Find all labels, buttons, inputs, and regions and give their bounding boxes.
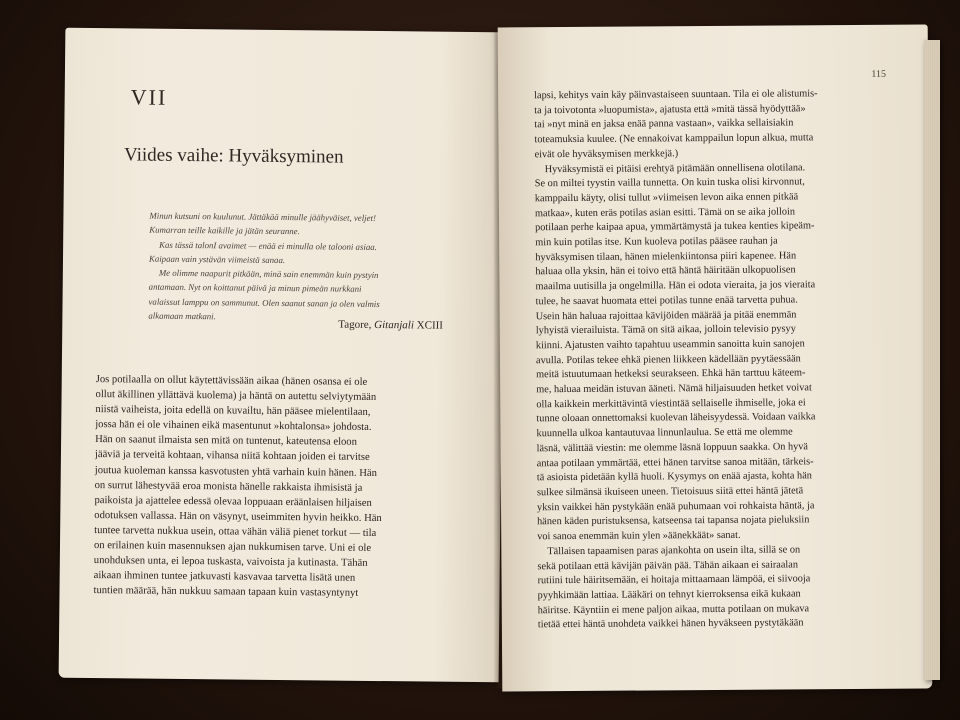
text-line: Tällaisen tapaamisen paras ajankohta on usein ilta, sillä se on xyxy=(547,544,801,557)
text-line: Jos potilaalla on ollut käytettävissään aikaa (hänen osansa ei ole xyxy=(95,374,368,388)
right-page xyxy=(498,25,933,692)
text-line: tulee, he saavat huomata ettei potilas tunne enää tarvetta puhua. xyxy=(535,294,798,308)
attribution-number: XCIII xyxy=(416,319,444,332)
text-line: lyhyistä vierailuista. Tämä on sitä aikaa, jolloin televisio pysyy xyxy=(535,323,796,337)
text-line: tuntee tarvetta nukkua usein, ottaa vähän väliä pienet torkut — tila xyxy=(94,524,377,539)
text-line: matkaa», kuten eräs potilas asian esitti. Tämä on se aika jolloin xyxy=(534,206,796,219)
epigraph-attribution xyxy=(338,319,443,332)
chapter-title: Viides vaihe: Hyväksyminen xyxy=(123,144,344,168)
text-line: aikaan ihminen tuntee jatkuvasti kasvavaa tarvetta lisätä unen xyxy=(93,570,356,584)
epigraph-line: valaissut lamppu on sammunut. Olen saanut sanan ja olen valmis xyxy=(148,296,380,309)
text-line: maailma uutisilla ja ongelmilla. Hän ei odota vieraita, ja jos vieraita xyxy=(535,279,816,293)
text-line: niistä vaiheista, joita edellä on kuvailtu, hän pääsee mielentilaan, xyxy=(95,404,371,419)
epigraph-line: Kumarran teille kaikille ja jätän seuranne. xyxy=(149,224,300,237)
text-line: sulkee silmänsä ikuiseen uneen. Tietoisuus siitä ettei häntä jätetä xyxy=(536,485,804,499)
epigraph-line: Kas tässä talonI avaimet — enää ei minulla ole talooni asiaa. xyxy=(159,239,377,252)
right-body-text xyxy=(534,87,910,634)
text-line: olla kaikkein merkittävintä viestintää sellaiselle ihmiselle, joka ei xyxy=(536,397,806,411)
text-line: meitä istuutumaan hetkeksi seurakseen. Ehkä hän tarttuu käteem- xyxy=(536,367,806,381)
text-line: hänen käden puristuksensa, katseensa tai tapansa nojata pieluksiin xyxy=(537,514,810,528)
text-line: toteamuksia kuulee. (Ne ennakoivat kamppailun lopun alkua, mutta xyxy=(534,132,814,146)
text-line: tunne oloaan onnettomaksi kuolevan läheisyydessä. Voidaan vaikka xyxy=(536,411,816,425)
epigraph xyxy=(148,209,449,327)
text-line: kiinni. Ajatusten vaihto tapahtuu useammin sanoitta kuin sanojen xyxy=(535,338,805,352)
text-line: Hyväksymistä ei pitäisi erehtyä pitämään onnellisena olotilana. xyxy=(544,161,806,175)
text-line: jääviä ja terveitä kohtaan, vihansa niitä kohtaan joiden ei tarvitse xyxy=(94,449,370,464)
text-line: paikoista ja ajattelee edessä olevaa loppuaan eräänlaisen hiljaisen xyxy=(94,494,372,509)
text-line: rutiini tule häiritsemään, ei hoitaja mittaamaan lämpöä, ei siivooja xyxy=(537,573,811,587)
text-line: yksin vaikkei hän pystykään enää puhumaan voi rohkaista häntä, ja xyxy=(537,499,815,513)
text-line: tai »nyt minä en jaksa enää panna vastaan», vaikka sellaisiakin xyxy=(534,117,794,131)
attribution-author: Tagore, xyxy=(338,318,372,331)
text-line: kamppailu käyty, olisi tullut »viimeisen levon aika ennen pitkää xyxy=(534,191,799,205)
text-line: läsnä, välittää viestin: me olemme läsnä loppuun saakka. On hyvä xyxy=(536,441,809,455)
text-line: ta ja toivotonta »luopumista», ajatusta että »mitä tässä hyödyttää» xyxy=(534,103,806,116)
text-line: joutua kuoleman kanssa kasvotusten yhtä varhain kuin hänen. Hän xyxy=(94,464,377,479)
attribution-work: Gitanjali xyxy=(374,318,415,332)
text-line: unohduksen unta, ei lepoa tuskasta, vaivoista ja kutinasta. Tähän xyxy=(93,555,368,570)
text-line: haluaa olla yksin, hän ei toivo että häntä häiritään ulkopuolisen xyxy=(535,264,796,278)
text-line: voi sanoa enemmän kuin ylen »äänekkäät» sanat. xyxy=(537,529,741,543)
text-line: jossa hän ei ole vihainen eikä masentunut »kohtalonsa» johdosta. xyxy=(95,419,372,434)
text-line: on erilainen kuin masennuksen ajan nukkumisen tarve. Uni ei ole xyxy=(93,540,372,554)
text-line: Se on miltei tyystin vailla tunnetta. On kuin tuska olisi kirvonnut, xyxy=(534,176,805,190)
chapter-number: VII xyxy=(130,84,168,110)
epigraph-line: alkamaan matkani. xyxy=(148,310,216,322)
text-line: pyyhkimään lattiaa. Lääkäri on tehnyt kierroksensa eikä kukaan xyxy=(537,588,801,602)
text-line: avulla. Potilas tekee ehkä pienen liikkeen kädellään pyytäessään xyxy=(535,353,801,366)
text-line: sekä potilaan että kävijän päivän pää. Tähän aikaan ei sairaalan xyxy=(537,558,799,572)
page-edges xyxy=(924,40,940,680)
text-line: Hän on saanut ilmaista sen mitä on tuntenut, kateutensa eloon xyxy=(95,434,357,449)
text-line: tietää ettei häntä unohdeta vaikkei hänen hyväkseen pystytäkään xyxy=(537,617,804,631)
page-number: 115 xyxy=(871,68,887,80)
text-line: antaa potilaan ymmärtää, ettei hänen tarvitse sanoa mitään, tärkeis- xyxy=(536,455,814,469)
text-line: on surrut lähestyvää eroa monista hänelle rakkaista ihmisistä ja xyxy=(94,479,363,494)
text-line: odotuksen vallassa. Hän on väsynyt, useimmiten hyvin heikko. Hän xyxy=(94,509,382,524)
epigraph-line: antamaan. Nyt on koittanut päivä ja minun pimeän nurkkani xyxy=(148,282,362,295)
text-line: eivät ole hyväksymisen merkkejä.) xyxy=(534,148,679,161)
text-line: ollut äkillinen yllättävä kuolema) ja häntä on autettu selviytymään xyxy=(95,389,377,404)
text-line: me, haluaa meidän istuvan ääneti. Nämä hiljaisuuden hetket voivat xyxy=(536,382,812,396)
epigraph-line: Kaipaan vain ystävän viimeistä sanaa. xyxy=(148,253,286,265)
text-line: tä asioista pidetään kyllä huoli. Kysymys on enää ajasta, kohta hän xyxy=(536,470,812,484)
epigraph-line: Me olimme naapurit pitkään, minä sain enemmän kuin pystyin xyxy=(158,267,379,281)
text-line: häiritse. Käyntiin ei mene paljon aikaa, mutta potilaan on mukava xyxy=(537,602,810,616)
text-line: lapsi, kehitys vain käy päinvastaiseen suuntaan. Tila ei ole alistumis- xyxy=(534,88,818,102)
text-line: min kuin potilas itse. Kun kuoleva potilas pääsee rauhan ja xyxy=(535,235,778,249)
text-line: tuntien määrää, hän nukkuu samaan tapaan kuin vastasyntynyt xyxy=(93,585,359,600)
text-line: Usein hän haluaa rajoittaa kävijöiden määrää ja pitää enemmän xyxy=(535,308,797,322)
text-line: potilaan perhe kaipaa apua, ymmärtämystä ja tukea kenties kipeäm- xyxy=(535,220,815,234)
text-line: hyväksymisen tilaan, hänen mielenkiintonsa piiri kapenee. Hän xyxy=(535,250,797,263)
left-page xyxy=(59,28,506,683)
epigraph-line: Minun kutsuni on kuulunut. Jättäkää minulle jäähyväiset, veljet! xyxy=(149,210,376,223)
left-body-text xyxy=(93,372,475,602)
text-line: kuunnella ulkoa kantautuvaa linnunlaulua. Se että me olemme xyxy=(536,426,793,440)
